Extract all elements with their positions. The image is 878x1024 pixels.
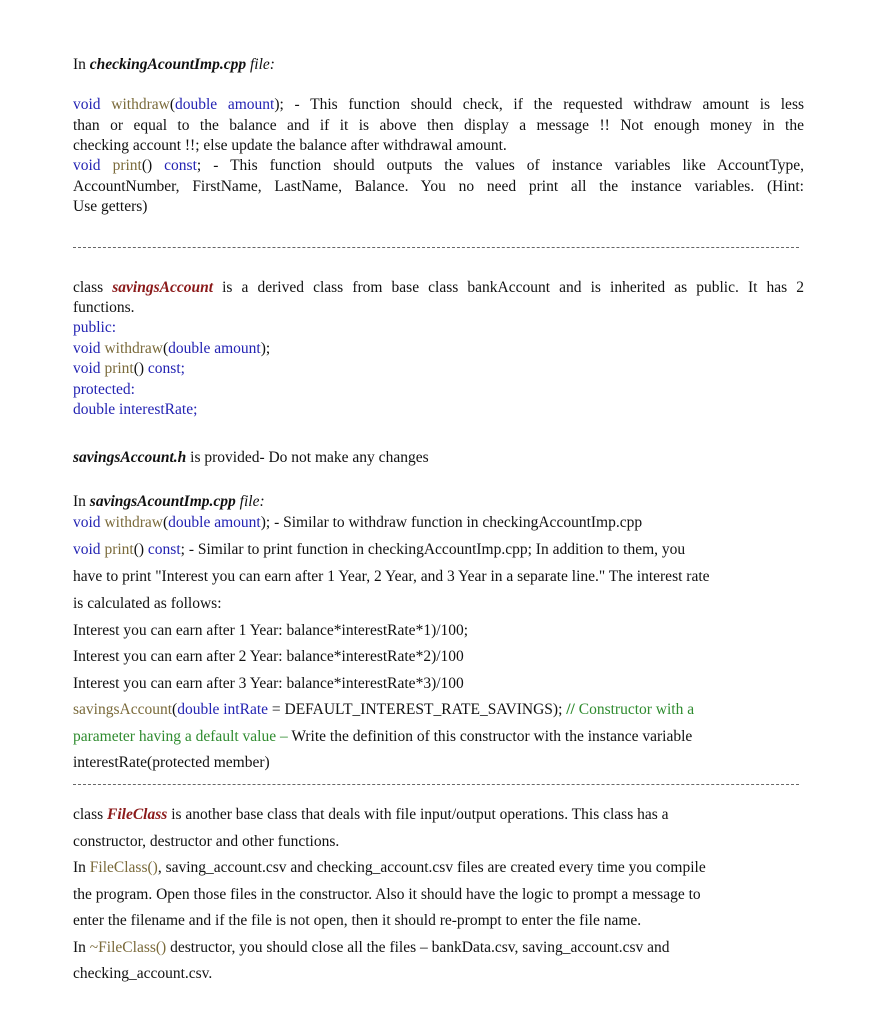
savings-print-line — [73, 540, 685, 560]
kw-class: class — [73, 806, 104, 823]
member-decl — [73, 400, 197, 420]
fileclass-ctor-line — [73, 858, 706, 878]
savings-print-decl — [73, 359, 185, 379]
savings-impl-heading — [73, 492, 265, 512]
checking-line5 — [73, 177, 804, 197]
ctor-comment: Constructor with a — [574, 701, 695, 718]
fn-fileclass-ctor: FileClass() — [89, 859, 158, 876]
interest-3-year: Interest you can earn after 3 Year: balance*interestRate*3)/100 — [73, 675, 464, 692]
comment-slashes: // — [566, 701, 575, 718]
in-word: In — [73, 859, 90, 876]
paren: ( — [169, 96, 175, 113]
checking-impl-heading — [73, 55, 275, 75]
interest-2-year: Interest you can earn after 2 Year: balance*interestRate*2)/100 — [73, 648, 464, 665]
savings-class-line2: functions. — [73, 299, 135, 316]
paren-close: ); — [260, 514, 271, 531]
param: double amount — [168, 514, 261, 531]
kw-class: class — [73, 279, 104, 296]
parens: () — [141, 157, 153, 174]
savings-withdraw-line — [73, 513, 642, 533]
class-desc: is a derived class from base class bankAccount and is inherited as public. It has 2 — [213, 279, 805, 296]
heading-file-word: file: — [249, 56, 275, 73]
heading-in: In — [73, 493, 86, 510]
class-name: savingsAccount — [112, 279, 214, 296]
member-text: double interestRate; — [73, 401, 198, 418]
fileclass-line5: enter the filename and if the file is not open, then it should re-prompt to enter the file name. — [73, 912, 642, 929]
savings-class-line — [73, 278, 804, 298]
checking-line6: Use getters) — [73, 198, 148, 215]
print-desc: - This function should outputs the values of instance variables like AccountType, — [201, 157, 804, 174]
paren: ( — [162, 514, 169, 531]
kw-void: void — [73, 541, 101, 558]
ctor-line3: interestRate(protected member) — [73, 754, 270, 771]
ctor-comment-2: parameter having a default value – — [73, 728, 288, 745]
dtor-desc: destructor, you should close all the files – bankData.csv, saving_account.csv and — [166, 939, 670, 956]
parens: () — [133, 541, 145, 558]
class-name: FileClass — [107, 806, 168, 823]
class-desc: is another base class that deals with file input/output operations. This class has a — [167, 806, 669, 823]
checking-text-2: than or equal to the balance and if it is above then display a message !! Not enough money in the — [73, 117, 804, 134]
fn-withdraw: withdraw — [111, 96, 170, 113]
checking-line3: checking account !!; else update the balance after withdrawal amount. — [73, 137, 507, 154]
semi: ; — [196, 157, 202, 174]
checking-line2 — [73, 116, 804, 136]
kw-void: void — [73, 340, 101, 357]
interest-1-year: Interest you can earn after 1 Year: balance*interestRate*1)/100; — [73, 622, 469, 639]
checking-text-5: AccountNumber, FirstName, LastName, Balance. You no need print all the instance variables. (Hint: — [73, 178, 804, 195]
savings-line3: have to print "Interest you can earn after 1 Year, 2 Year, and 3 Year in a separate line." The interest rate — [73, 568, 710, 585]
kw-void: void — [73, 96, 101, 113]
kw-const: const — [164, 157, 197, 174]
checking-print-line — [73, 156, 804, 176]
in-word: In — [73, 939, 90, 956]
savings-line4: is calculated as follows: — [73, 595, 222, 612]
parens: () — [133, 360, 145, 377]
header-desc: is provided- Do not make any changes — [186, 449, 429, 466]
fn-withdraw: withdraw — [104, 514, 163, 531]
kw-void: void — [73, 514, 101, 531]
fileclass-line7: checking_account.csv. — [73, 965, 213, 982]
savings-header-note — [73, 448, 429, 468]
paren-close: ); — [274, 96, 284, 113]
fileclass-line2: constructor, destructor and other functions. — [73, 833, 340, 850]
fn-print: print — [104, 360, 134, 377]
param: double amount — [168, 340, 261, 357]
fileclass-line4: the program. Open those files in the constructor. Also it should have the logic to prompt a message to — [73, 886, 701, 903]
ctor-desc: , saving_account.csv and checking_account.csv files are created every time you compile — [157, 859, 706, 876]
ctor-line2-rest: Write the definition of this constructor with the instance variable — [287, 728, 693, 745]
public-label: public: — [73, 319, 117, 336]
header-file-name: savingsAccount.h — [73, 449, 187, 466]
checking-withdraw-line — [73, 95, 804, 115]
kw-const: const — [147, 541, 181, 558]
ctor-rest: = DEFAULT_INTEREST_RATE_SAVINGS); — [268, 701, 567, 718]
heading-file-name: savingsAcountImp.cpp — [89, 493, 236, 510]
fn-withdraw: withdraw — [104, 340, 163, 357]
fileclass-dtor-line — [73, 938, 670, 958]
heading-file-name: checkingAcountImp.cpp — [89, 56, 247, 73]
paren-close: ); — [260, 340, 271, 357]
withdraw-desc: - Similar to withdraw function in checkingAccountImp.cpp — [270, 514, 643, 531]
kw-void: void — [73, 360, 101, 377]
fileclass-line — [73, 805, 669, 825]
divider-1 — [73, 247, 799, 248]
fn-print: print — [112, 157, 142, 174]
ctor-line2 — [73, 727, 692, 747]
fn-print: print — [104, 541, 134, 558]
paren: ( — [162, 340, 169, 357]
heading-file-word: file: — [239, 493, 265, 510]
paren: ( — [172, 701, 178, 718]
protected-label: protected: — [73, 381, 135, 398]
heading-in: In — [73, 56, 86, 73]
param: double intRate — [177, 701, 269, 718]
withdraw-desc: - This function should check, if the requested withdraw amount is less — [283, 96, 805, 113]
fn-ctor: savingsAccount — [73, 701, 173, 718]
kw-const: const; — [147, 360, 185, 377]
savings-withdraw-decl — [73, 339, 270, 359]
print-desc: - Similar to print function in checkingAccountImp.cpp; In addition to them, you — [184, 541, 686, 558]
kw-void: void — [73, 157, 101, 174]
semi: ; — [180, 541, 185, 558]
ctor-line — [73, 700, 694, 720]
param: double amount — [174, 96, 275, 113]
divider-2 — [73, 784, 799, 785]
fn-fileclass-dtor: ~FileClass() — [89, 939, 167, 956]
